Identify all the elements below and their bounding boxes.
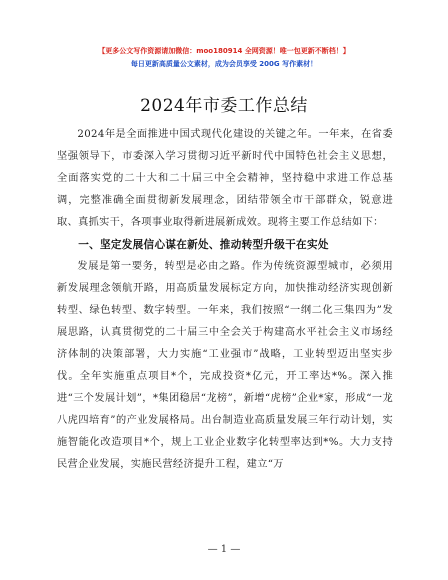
- section-1-heading: 一、坚定发展信心谋在新处、推动转型升级干在实处: [78, 239, 329, 251]
- intro-paragraph: 2024年是全面推进中国式现代化建设的关键之年。一年来，在省委坚强领导下，市委深入学习贯彻习近平新时代中国特色社会主义思想，全面落实党的二十大和二十届三中全会精神，坚持稳中求进工作总基调，完整准确全面贯彻新发展理念，团结带领全市干部群众，锐意进取、真抓实干，各项事业取得新进展新成效。现将主要工作总结如下：: [57, 129, 393, 228]
- document-title: 2024年市委工作总结: [140, 96, 308, 116]
- promo-banner: [0, 45, 448, 71]
- section-1-paragraph: 发展是第一要务，转型是必由之路。作为传统资源型城市，必须用新发展理念领航开路，用高质量发展标定方向，加快推动经济实现创新转型、绿色转型、数字转型。一年来，我们按照“一纲二化三集四为”发展思路，认真贯彻党的二十届三中全会关于构建高水平社会主义市场经济体制的决策部署，大力实施“工业强市”战略，工业转型迈出坚实步伐。全年实施重点项目*个，完成投资*亿元，开工率达*%。深入推进“三个发展计划”，*集团稳居“龙榜”，新增“虎榜”企业*家，形成“一龙八虎四培育”的产业发展格局。出台制造业高质量发展三年行动计划，实施智能化改造项目*个，规上工业企业数字化转型率达到*%。大力支持民营企业发展，实施民营经济提升工程，建立“万: [57, 261, 393, 470]
- promo-line-1: 【更多公文写作资源请加微信：moo180914 全网资源！唯一包更新不断档！】: [98, 47, 350, 55]
- promo-line-2: 每日更新高质量公文素材，成为会员享受 200G 写作素材！: [130, 60, 318, 68]
- document-body: [57, 124, 393, 476]
- page-number: — 1 —: [207, 544, 241, 555]
